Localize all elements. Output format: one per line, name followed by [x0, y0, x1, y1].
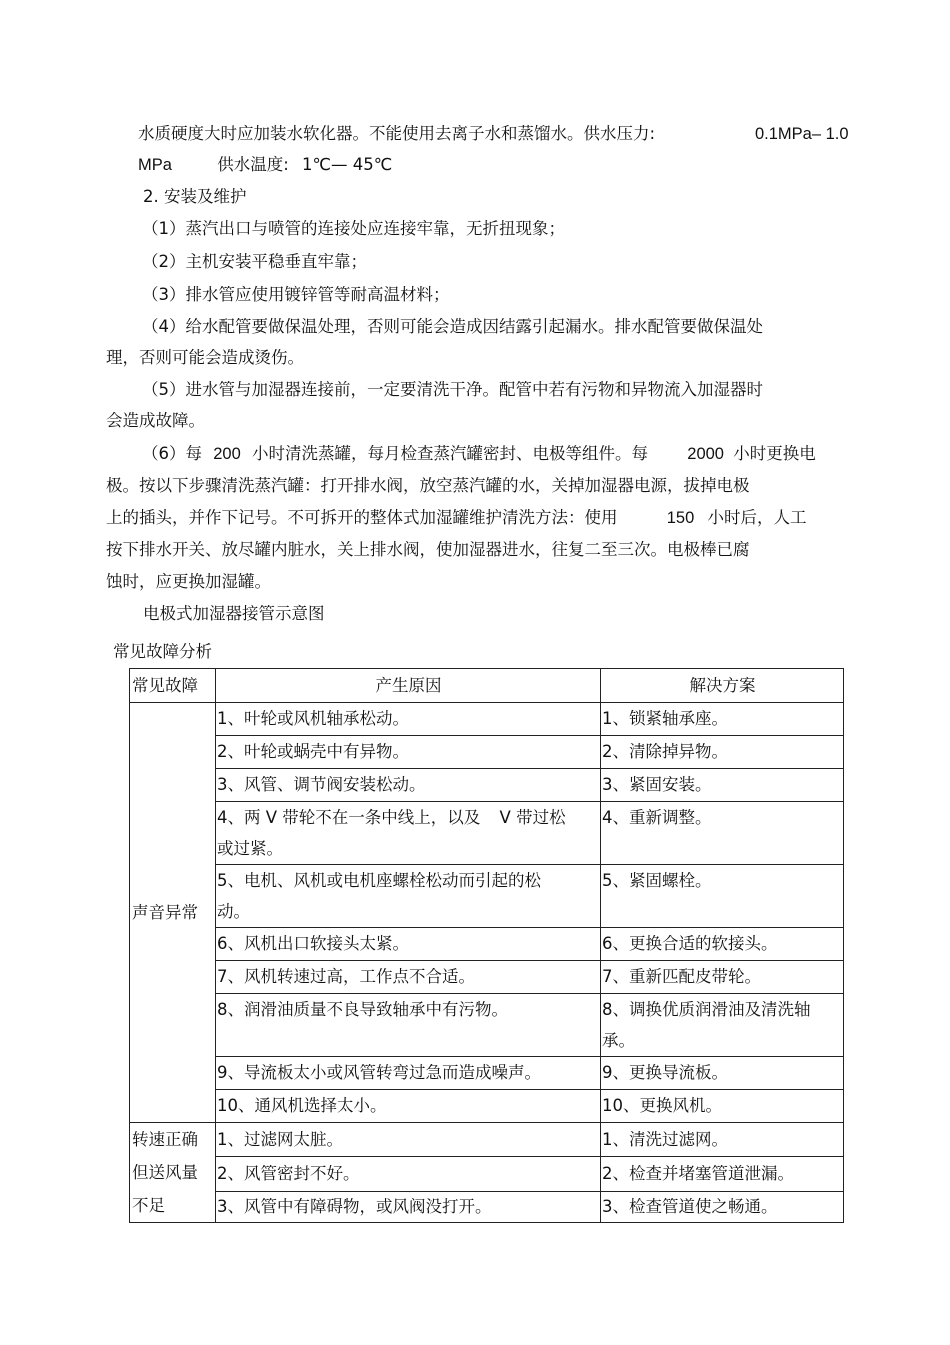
item-2: （2）主机安装平稳垂直牢靠；	[142, 252, 367, 271]
cause-cell: 3、风管中有障碍物，或风阀没打开。	[216, 1191, 601, 1222]
table-header-row	[130, 669, 844, 703]
header-cause: 产生原因	[216, 669, 601, 703]
cause-cell: 3、风管、调节阀安装松动。	[216, 769, 601, 802]
item-6-hours-150: 150	[666, 509, 695, 527]
item-6-line-5: 蚀时，应更换加湿罐。	[106, 572, 271, 591]
item-5-line-2: 会造成故障。	[106, 411, 205, 430]
solution-text: 承。	[602, 1031, 635, 1050]
item-6-line-1	[142, 443, 816, 465]
table-row	[130, 994, 844, 1057]
solution-cell: 6、更换合适的软接头。	[601, 928, 844, 961]
cause-text: 或过紧。	[217, 839, 283, 858]
solution-cell: 4、重新调整。	[601, 802, 844, 865]
temperature-value: 1℃— 45℃	[302, 155, 393, 174]
solution-cell: 9、更换导流板。	[601, 1057, 844, 1090]
solution-cell: 7、重新匹配皮带轮。	[601, 961, 844, 994]
cause-cell: 8、润滑油质量不良导致轴承中有污物。	[216, 994, 601, 1057]
solution-cell: 1、锁紧轴承座。	[601, 703, 844, 736]
header-solution: 解决方案	[601, 669, 844, 703]
cause-cell	[216, 865, 601, 928]
category-text: 不足	[132, 1196, 165, 1215]
water-quality-text: 水质硬度大时应加装水软化器。不能使用去离子水和蒸馏水。供水压力:	[138, 124, 656, 143]
item-4-line-1: （4）给水配管要做保温处理，否则可能会造成因结露引起漏水。排水配管要做保温处	[142, 317, 763, 336]
cause-text: 5、电机、风机或电机座螺栓松动而引起的松	[217, 871, 541, 890]
category-text: 但送风量	[132, 1163, 198, 1182]
item-1: （1）蒸汽出口与喷管的连接处应连接牢靠，无折扭现象；	[142, 219, 565, 238]
category-text: 转速正确	[132, 1130, 198, 1149]
item-6-hours-2000: 2000	[687, 445, 724, 463]
category-abnormal-noise: 声音异常	[130, 703, 216, 1123]
cause-cell: 7、风机转速过高，工作点不合适。	[216, 961, 601, 994]
cause-cell: 2、风管密封不好。	[216, 1157, 601, 1191]
table-row	[130, 802, 844, 865]
solution-cell	[601, 994, 844, 1057]
cause-cell: 6、风机出口软接头太紧。	[216, 928, 601, 961]
item-6-text-c: 上的插头，并作下记号。不可拆开的整体式加湿罐维护清洗方法：使用	[106, 508, 618, 527]
temperature-label: 供水温度:	[217, 155, 289, 174]
table-row	[130, 1057, 844, 1090]
table-row	[130, 1123, 844, 1157]
table-row	[130, 865, 844, 928]
item-6-prefix: （6）每	[142, 444, 202, 463]
table-row	[130, 961, 844, 994]
item-3: （3）排水管应使用镀锌管等耐高温材料；	[142, 285, 450, 304]
cause-cell: 1、叶轮或风机轴承松动。	[216, 703, 601, 736]
item-4-line-2: 理，否则可能会造成烫伤。	[106, 348, 304, 367]
fault-analysis-table	[129, 668, 844, 1223]
section-heading: 2. 安装及维护	[143, 187, 247, 206]
solution-cell: 10、更换风机。	[601, 1090, 844, 1123]
table-row	[130, 1157, 844, 1191]
solution-cell: 5、紧固螺栓。	[601, 865, 844, 928]
table-title: 常见故障分析	[113, 642, 212, 661]
pressure-range	[755, 123, 849, 145]
solution-cell: 3、紧固安装。	[601, 769, 844, 802]
table-row	[130, 703, 844, 736]
item-6-text-b: 小时更换电	[733, 444, 816, 463]
category-low-airflow	[130, 1123, 216, 1223]
figure-caption: 电极式加湿器接管示意图	[143, 604, 325, 623]
cause-text: 4、两 V 带轮不在一条中线上，以及	[217, 808, 481, 827]
water-quality-line	[138, 123, 655, 145]
cause-cell: 2、叶轮或蜗壳中有异物。	[216, 736, 601, 769]
item-6-line-4: 按下排水开关、放尽罐内脏水，关上排水阀，使加湿器进水，往复二至三次。电极棒已腐	[106, 540, 750, 559]
table-row	[130, 1090, 844, 1123]
table-row	[130, 736, 844, 769]
header-fault: 常见故障	[130, 669, 216, 703]
table-row	[130, 769, 844, 802]
item-6-text-a: 小时清洗蒸罐，每月检查蒸汽罐密封、电极等组件。每	[252, 444, 649, 463]
solution-cell: 2、清除掉异物。	[601, 736, 844, 769]
pressure-unit: MPa	[138, 156, 172, 174]
solution-text: 8、调换优质润滑油及清洗轴	[602, 1000, 811, 1019]
cause-text: 动。	[217, 902, 250, 921]
cause-cell: 1、过滤网太脏。	[216, 1123, 601, 1157]
cause-text: V 带过松	[499, 808, 566, 827]
pressure-value: 0.1MPa– 1.0	[755, 125, 849, 143]
cause-cell: 10、通风机选择太小。	[216, 1090, 601, 1123]
solution-cell: 2、检查并堵塞管道泄漏。	[601, 1157, 844, 1191]
item-5-line-1: （5）进水管与加湿器连接前，一定要清洗干净。配管中若有污物和异物流入加湿器时	[142, 380, 763, 399]
table-row	[130, 928, 844, 961]
water-quality-line-2	[138, 154, 392, 176]
solution-cell: 1、清洗过滤网。	[601, 1123, 844, 1157]
item-6-line-3	[106, 507, 807, 529]
cause-cell: 9、导流板太小或风管转弯过急而造成噪声。	[216, 1057, 601, 1090]
cause-cell	[216, 802, 601, 865]
item-6-hours-200: 200	[213, 445, 241, 463]
item-6-text-d: 小时后，人工	[707, 508, 807, 527]
item-6-line-2: 极。按以下步骤清洗蒸汽罐：打开排水阀，放空蒸汽罐的水，关掉加湿器电源，拔掉电极	[106, 476, 750, 495]
table-row	[130, 1191, 844, 1222]
solution-cell: 3、检查管道使之畅通。	[601, 1191, 844, 1222]
